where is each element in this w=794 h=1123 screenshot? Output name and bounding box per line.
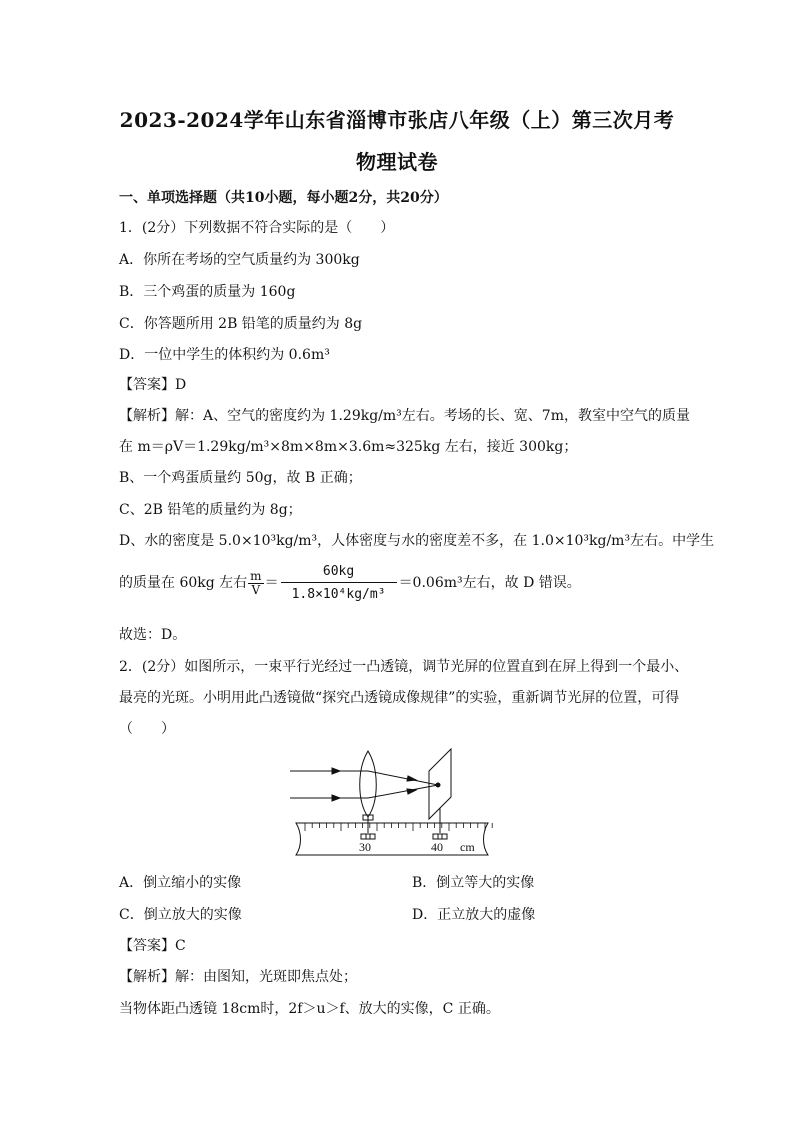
page-title-line1: 2023-2024学年山东省淄博市张店八年级（上）第三次月考	[119, 108, 675, 132]
equals-sign: ＝	[264, 575, 279, 591]
q1-analysis-line3: B、一个鸡蛋质量约 50g，故 B 正确；	[119, 470, 362, 486]
fraction-denominator: V	[251, 582, 261, 597]
q2-analysis-line2: 当物体距凸透镜 18cm时，2f＞u＞f、放大的实像，C 正确。	[119, 1001, 500, 1017]
q1-option-a: A．你所在考场的空气质量约为 300kg	[119, 252, 360, 268]
q1-conclusion: 故选：D。	[119, 627, 187, 643]
density-numerator: 60kg	[281, 564, 397, 583]
unit-label-cm: cm	[460, 840, 475, 854]
q2-option-a: A．倒立缩小的实像	[119, 875, 242, 891]
q1-stem: 1．(2分）下列数据不符合实际的是（ ）	[119, 220, 395, 236]
q2-option-c: C．倒立放大的实像	[119, 907, 242, 923]
q1-option-c: C．你答题所用 2B 铅笔的质量约为 8g	[119, 316, 363, 332]
convex-lens-diagram	[288, 745, 503, 860]
q1-analysis-line2: 在 m＝ρV＝1.29kg/m³×8m×8m×3.6m≈325kg 左右，接近 300kg；	[119, 439, 578, 455]
q1-analysis-line4: C、2B 铅笔的质量约为 8g；	[119, 502, 302, 518]
q2-answer: 【答案】C	[119, 938, 186, 954]
tick-label-30: 30	[359, 840, 371, 854]
q2-stem-line3: （ ）	[119, 721, 175, 737]
q1-analysis-line5: D、水的密度是 5.0×10³kg/m³，人体密度与水的密度差不多，在 1.0×10³kg/m³左右。中学生	[119, 533, 715, 549]
density-fraction	[281, 564, 397, 602]
formula-prefix: 的质量在 60kg 左右	[119, 575, 248, 591]
q2-analysis-line1: 【解析】解：由图知，光斑即焦点处；	[119, 969, 357, 985]
q1-analysis-line1: 【解析】解：A、空气的密度约为 1.29kg/m³左右。考场的长、宽、7m，教室中空气的质量	[119, 408, 690, 424]
q2-stem-line1: 2．(2分）如图所示，一束平行光经过一凸透镜，调节光屏的位置直到在屏上得到一个最小、	[119, 659, 689, 675]
bench-ruler-ticks	[305, 823, 492, 831]
q1-formula-line	[119, 564, 581, 602]
q1-option-b: B．三个鸡蛋的质量为 160g	[119, 284, 296, 300]
q1-answer: 【答案】D	[119, 377, 187, 393]
q2-option-b: B．倒立等大的实像	[412, 875, 535, 891]
tick-label-40: 40	[431, 840, 443, 854]
mass-volume-fraction	[248, 570, 263, 597]
density-denominator: 1.8×10⁴kg/m³	[291, 587, 386, 602]
q2-stem-line2: 最亮的光斑。小明用此凸透镜做“探究凸透镜成像规律”的实验，重新调节光屏的位置，可得	[119, 690, 680, 706]
q2-option-d: D．正立放大的虚像	[412, 907, 536, 923]
page-title-line2: 物理试卷	[356, 150, 438, 174]
fraction-numerator: m	[250, 568, 262, 583]
q1-option-d: D．一位中学生的体积约为 0.6m³	[119, 347, 330, 363]
section-heading: 一、单项选择题（共10小题，每小题2分，共20分）	[119, 190, 448, 206]
formula-suffix: ＝0.06m³左右，故 D 错误。	[398, 575, 581, 591]
